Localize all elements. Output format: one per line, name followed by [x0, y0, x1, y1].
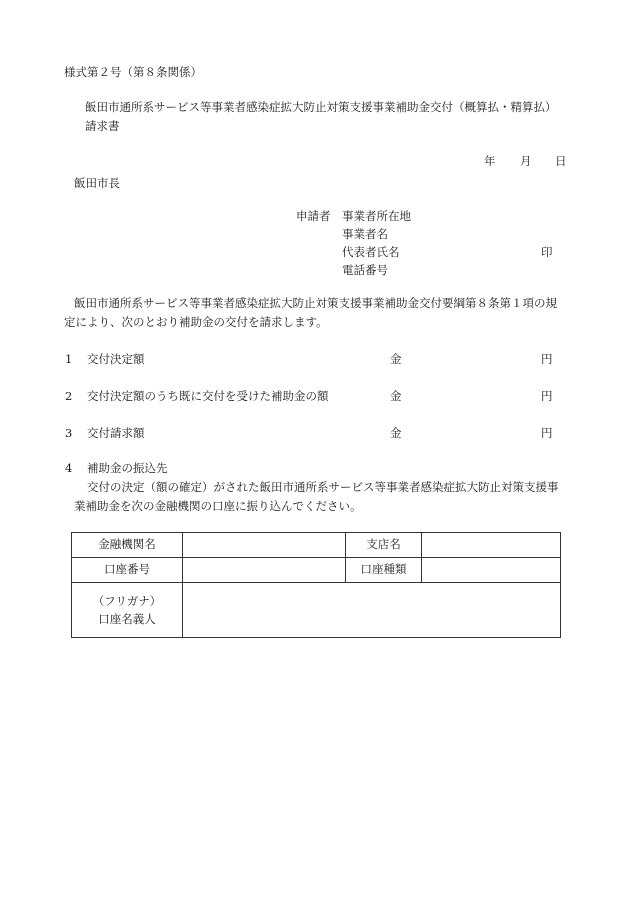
- transfer-heading: 補助金の振込先: [87, 461, 168, 475]
- form-number: 様式第２号（第８条関係）: [64, 65, 202, 79]
- item-label: 交付決定額のうち既に交付を受けた補助金の額: [87, 389, 329, 403]
- branch-label: 支店名: [346, 533, 422, 558]
- date-year: 年: [484, 154, 496, 168]
- bank-name-label: 金融機関名: [72, 533, 183, 558]
- item-number: 4: [65, 461, 73, 475]
- item-kin: 金: [390, 389, 402, 403]
- seal-mark: 印: [541, 245, 553, 259]
- branch-field[interactable]: [422, 533, 561, 558]
- item-kin: 金: [390, 426, 402, 440]
- date-day: 日: [555, 154, 567, 168]
- body-text-line-1: 飯田市通所系サービス等事業者感染症拡大防止対策支援事業補助金交付要綱第８条第１項の規: [74, 296, 557, 310]
- item-number: 1: [65, 352, 73, 366]
- holder-label: 口座名義人: [98, 612, 156, 626]
- table-row: [72, 583, 561, 638]
- account-type-label: 口座種類: [346, 558, 422, 583]
- item-label: 交付決定額: [87, 352, 145, 366]
- item-yen: 円: [541, 389, 553, 403]
- date-month: 月: [520, 154, 532, 168]
- item-label: 交付請求額: [87, 426, 145, 440]
- table-row: [72, 558, 561, 583]
- item-number: 2: [65, 389, 73, 403]
- item-yen: 円: [541, 352, 553, 366]
- body-text-line-2: 定により、次のとおり補助金の交付を請求します。: [64, 315, 328, 329]
- transfer-text-line-1: 交付の決定（額の確定）がされた飯田市通所系サービス等事業者感染症拡大防止対策支援事: [87, 480, 559, 494]
- applicant-representative: 代表者氏名: [342, 245, 400, 259]
- account-type-field[interactable]: [422, 558, 561, 583]
- furigana-label: （フリガナ）: [92, 594, 162, 608]
- applicant-business-name: 事業者名: [342, 227, 388, 241]
- account-holder-field[interactable]: [183, 583, 561, 638]
- bank-name-field[interactable]: [183, 533, 346, 558]
- account-holder-label: [72, 583, 183, 638]
- bank-account-table: [71, 532, 561, 638]
- title-line-1: 飯田市通所系サービス等事業者感染症拡大防止対策支援事業補助金交付（概算払・精算払）: [85, 100, 557, 114]
- title-line-2: 請求書: [85, 119, 120, 133]
- addressee: 飯田市長: [74, 176, 120, 190]
- applicant-address: 事業者所在地: [342, 209, 411, 223]
- transfer-text-line-2: 業補助金を次の金融機関の口座に振り込んでください。: [74, 499, 362, 513]
- table-row: [72, 533, 561, 558]
- item-yen: 円: [541, 426, 553, 440]
- account-number-field[interactable]: [183, 558, 346, 583]
- item-number: 3: [65, 426, 73, 440]
- account-number-label: 口座番号: [72, 558, 183, 583]
- applicant-phone: 電話番号: [342, 263, 388, 277]
- applicant-label: 申請者: [296, 209, 331, 223]
- item-kin: 金: [390, 352, 402, 366]
